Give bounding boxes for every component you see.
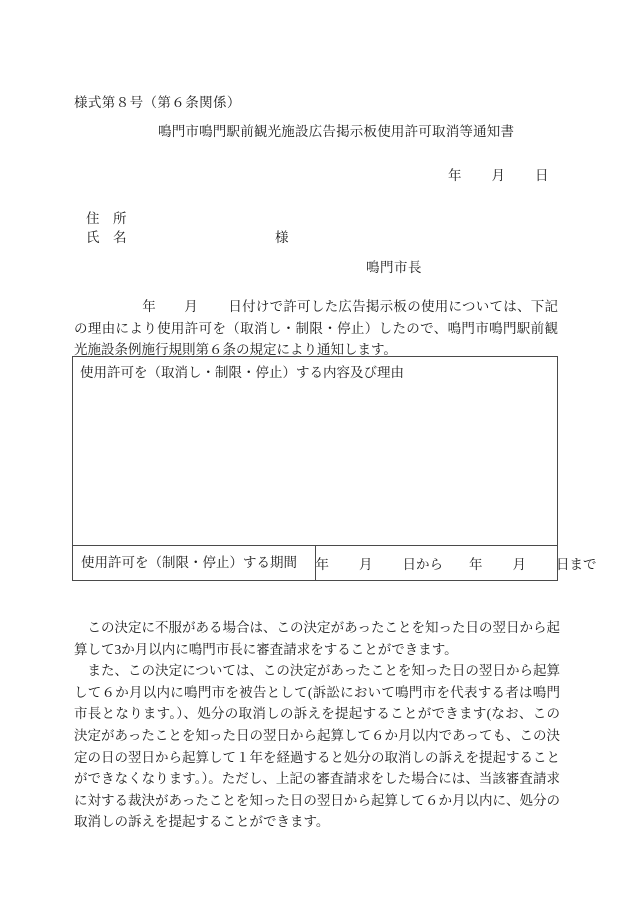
form-number: 様式第８号（第６条関係） [74, 95, 241, 110]
period-from-day: 日から [402, 557, 443, 572]
appeal-notice-block [74, 617, 560, 833]
period-value-cell[interactable] [315, 546, 597, 581]
notification-table [72, 356, 597, 581]
body-date-month: 月 [184, 299, 199, 314]
recipient-block [86, 209, 289, 247]
document-title: 鳴門市鳴門駅前観光施設広告掲示板使用許可取消等通知書 [158, 124, 515, 139]
recipient-name-label: 氏 名 [86, 230, 127, 245]
recipient-address-row [86, 209, 127, 228]
body-paragraph [74, 296, 558, 361]
appeal-paragraph-review: この決定に不服がある場合は、この決定があったことを知った日の翌日から起算して3か月以内に鳴門市長に審査請求をすることができます。 [74, 620, 560, 657]
issue-date-month-label: 月 [491, 168, 505, 183]
period-from-year: 年 [315, 557, 329, 572]
period-to-month: 月 [512, 557, 526, 572]
appeal-paragraph-litigation: また、この決定については、この決定があったことを知った日の翌日から起算して６か月以内に鳴門市を被告として(訴訟において鳴門市を代表する者は鳴門市長となります。）、処分の取消しの訴えを提起することができます(なお、この決定があったことを知った日の翌日から起算して６か月以内であっても、この決定の日の翌日から起算して１年を経過すると処分の取消しの訴えを提起することができなくなります。）。ただし、上記の審査請求をした場合には、当該審査請求に対する裁決があったことを知った日の翌日から起算して６か月以内に、処分の取消しの訴えを提起することができます。 [74, 663, 560, 830]
recipient-name-row [86, 228, 289, 247]
issue-date-day-label: 日 [535, 168, 549, 183]
body-date-year: 年 [142, 299, 157, 314]
table-row [73, 546, 558, 581]
reason-cell [73, 357, 558, 546]
recipient-honorific: 様 [275, 230, 289, 245]
period-from-month: 月 [359, 557, 373, 572]
issue-date-year-label: 年 [448, 168, 462, 183]
body-text: 日付けで許可した広告掲示板の使用については、下記の理由により使用許可を（取消し・制限・停止）したので、鳴門市鳴門駅前観光施設条例施行規則第６条の規定により通知します。 [74, 299, 559, 357]
period-to-year: 年 [469, 557, 483, 572]
issue-date-line [448, 164, 549, 184]
period-label-cell: 使用許可を（制限・停止）する期間 [73, 546, 316, 581]
reason-header: 使用許可を（取消し・制限・停止）する内容及び理由 [80, 365, 404, 380]
period-to-day: 日まで [556, 557, 597, 572]
table-row [73, 357, 558, 546]
recipient-address-label: 住 所 [86, 211, 127, 226]
issuer-name: 鳴門市長 [366, 260, 422, 275]
